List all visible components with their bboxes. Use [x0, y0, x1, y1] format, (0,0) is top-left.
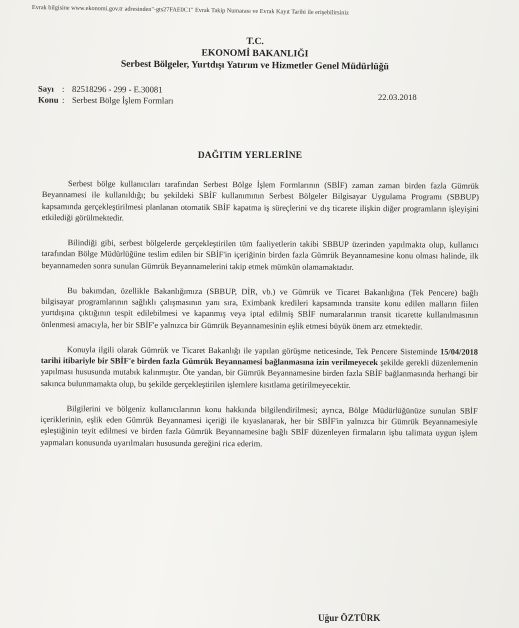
paragraph-3: Bu bakımdan, özellikle Bakanlığımıza (SBBUP, DİR, vb.) ve Gümrük ve Ticaret Bakanlığına (Tek Pencere) bağlı bilgisayar programlarının sağlıklı çalışmasının yanı sıra, Eximbank kredileri kapsamında transite konu edilen malların fiilen yurtdışına çıktığının tespit edilebilmesi ve kapanmış veya iptal edilmiş SBİF numaralarının transit ticarette kullanılmasının önlenmesi amacıyla, her bir SBİF'e yalnızca bir Gümrük Beyannamesinin eşlik etmesi büyük önem arz etmektedir. [41, 285, 479, 331]
signature-name: Uğur ÖZTÜRK [318, 613, 381, 623]
sayi-colon: : [62, 83, 65, 94]
deadline-highlight: 15/04/2018 tarihi itibariyle bir SBİF'e birden fazla Gümrük Beyannamesi bağlanmasına izin verilmeyecek [40, 347, 478, 368]
letter-body [40, 178, 479, 464]
paragraph-4: Konuyla ilgili olarak Gümrük ve Ticaret Bakanlığı ile yapılan görüşme neticesinde, Tek Pencere Sisteminde 15/04/2018 tarihi itibariyle bir SBİF'e birden fazla Gümrük Beyannamesi bağlanmasına izin verilmeyecek şekilde gerekli düzenlemenin yapılması hususunda mutabık kalınmıştır. Öte yandan, bir Gümrük Beyannamesine birden fazla SBİF bağlanmasında herhangi bir sakınca bulunmamakta olup, bu şekilde gerçekleştirilen işlemlere kısıtlama getirilmeyecektir. [40, 344, 478, 390]
konu-label: Konu [37, 94, 59, 105]
sayi-label: Sayı [38, 83, 54, 94]
distribution-title: DAĞITIM YERLERİNE [197, 151, 303, 161]
document-date: 22.03.2018 [378, 92, 417, 102]
konu-colon: : [61, 94, 65, 105]
letterhead-directorate: Serbest Bölgeler, Yurtdışı Yatırım ve Hizmetler Genel Müdürlüğü [120, 58, 389, 73]
letterhead [40, 34, 470, 75]
konu-value: Serbest Bölge İşlem Formları [71, 94, 174, 106]
verification-note: Evrak bilgisine www.ekonomi.gov.tr adresinden"-gts27FAE0C1" Evrak Takip Numarası ve Evrak Kayıt Tarihi ile erişebilirsiniz [31, 4, 349, 17]
paragraph-2: Bilindiği gibi, serbest bölgelerde gerçekleştirilen tüm faaliyetlerin takibi SBBUP üzerinden yapılmakta olup, kullanıcı tarafından Bölge Müdürlüğüne teslim edilen bir SBİF'in içeriğinin birden fazla Gümrük Beyannamesine konu olması halinde, ilk beyannameden sonra sunulan Gümrük Beyannamelerini takip etmek mümkün olamamaktadır. [41, 238, 479, 272]
paragraph-5: Bilgilerini ve bölgeniz kullanıcılarının konu hakkında bilgilendirilmesi; ayrıca, Bölge Müdürlüğünüze sunulan SBİF içeriklerinin, eşlik eden Gümrük Beyannamesi içeriği ile kıyaslanarak, her bir SBİF'in yalnızca bir Gümrük Beyannamesiyle eşleştiğinin teyit edilmesi ve birden fazla Gümrük Beyannamesine bağlı SBİF düzenleyen firmaların işbu talimata uygun işlem yapmaları konusunda uyarılmaları hususunda gereğini rica ederim. [40, 403, 478, 448]
paragraph-1: Serbest bölge kullanıcıları tarafından Serbest Bölge İşlem Formlarının (SBİF) zaman zaman birden fazla Gümrük Beyannamesi ile kullanıldığı; bu şekildeki SBİF kullanımının Serbest Bölgeler Bilgisayar Uygulama Programı (SBBUP) kapsamında gerçekleştirilmesi planlanan otomatik SBİF kapatma iş süreçlerini ve dış ticarete ilişkin diğer programların işleyişini etkilediği görülmektedir. [41, 179, 479, 223]
letterhead-ministry: EKONOMİ BAKANLIĞI [201, 47, 309, 60]
sayi-value: 82518296 - 299 - E.30081 [72, 83, 163, 95]
letterhead-country: T.C. [246, 35, 264, 48]
